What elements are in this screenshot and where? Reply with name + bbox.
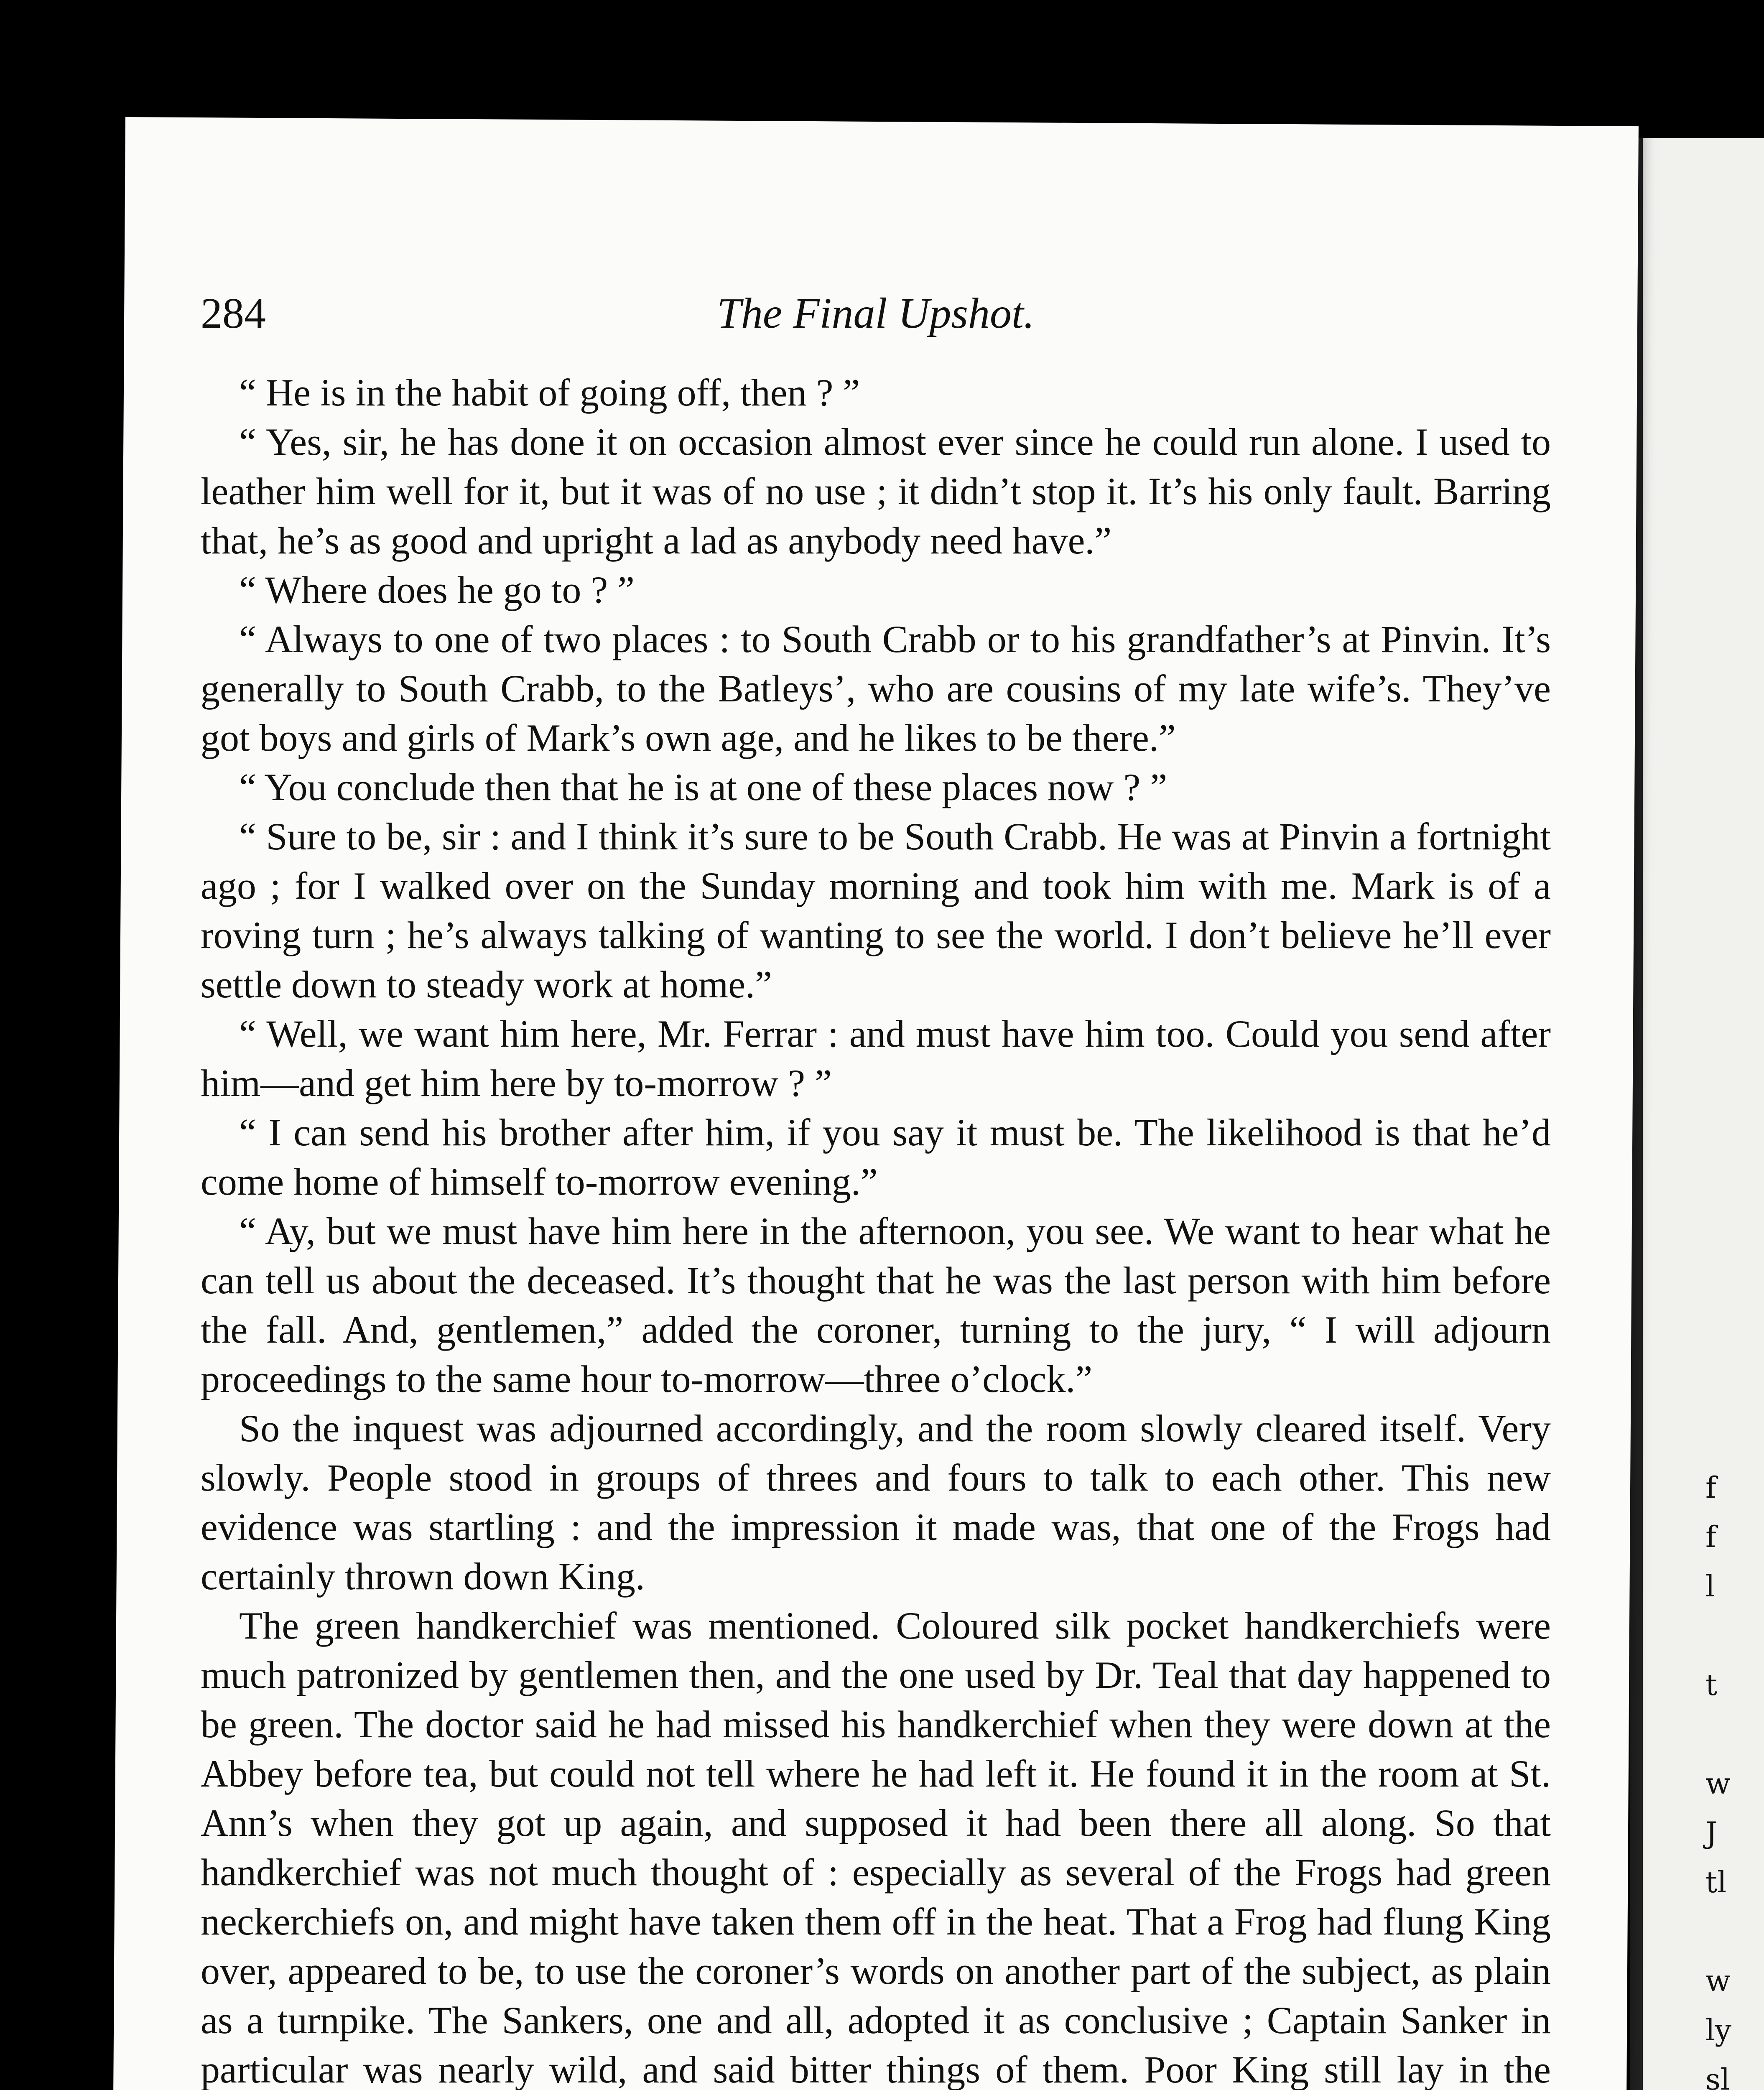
- paragraph: “ Where does he go to ? ”: [239, 568, 635, 611]
- facing-page-glyphs: [1705, 1463, 1764, 2090]
- paragraph: “ Well, we want him here, Mr. Ferrar : and must have him too. Could you send after him—and get him here by to-morrow ? ”: [201, 1012, 1551, 1104]
- page-body: [201, 368, 1551, 2090]
- paragraph: “ He is in the habit of going off, then ? ”: [239, 371, 860, 414]
- page-number: 284: [201, 289, 266, 337]
- page-header: [201, 288, 1551, 351]
- paragraph: The green handkerchief was mentioned. Coloured silk pocket handkerchiefs were much patronized by gentlemen then, and the one used by Dr. Teal that day happened to be green. The doctor said he had missed his handkerchief when they were down at the Abbey before tea, but could not tell where he had left it. He found it in the room at St. Ann’s when they got up again, and supposed it had been there all along. So that handkerchief was not much thought of : especially as several of the Frogs had green neckerchiefs on, and might have taken them off in the heat. That a Frog had flung King over, appeared to be, to use the coroner’s words on another part of the subject, as plain as a turnpike. The Sankers, one and all, adopted it as conclusive ; Captain Sanker in particular was nearly wild, and said bitter things of them. Poor King still lay in the: [201, 1604, 1551, 2090]
- paragraph: “ Yes, sir, he has done it on occasion almost ever since he could run alone. I used to leather him well for it, but it was of no use ; it didn’t stop it. It’s his only fault. Barring that, he’s as good and upright a lad as anybody need have.”: [201, 421, 1551, 562]
- paragraph: “ Sure to be, sir : and I think it’s sure to be South Crabb. He was at Pinvin a fortnight ago ; for I walked over on the Sunday morning and took him with me. Mark is of a roving turn ; he’s always talking of wanting to see the world. I don’t believe he’ll ever settle down to steady work at home.”: [201, 815, 1551, 1006]
- edge-glyph: w: [1705, 1964, 1731, 1998]
- paragraph: “ Ay, but we must have him here in the afternoon, you see. We want to hear what he can tell us about the deceased. It’s thought that he was the last person with him before the fall. And, gentlemen,” added the coroner, turning to the jury, “ I will adjourn proceedings to the same hour to-morrow—three o’clock.”: [201, 1210, 1551, 1400]
- paragraph: “ You conclude then that he is at one of these places now ? ”: [239, 766, 1168, 808]
- edge-glyph: w: [1705, 1766, 1731, 1801]
- edge-glyph: [1705, 1907, 1764, 1956]
- edge-glyph: sl: [1705, 2062, 1730, 2090]
- edge-glyph: f: [1705, 1520, 1716, 1554]
- edge-glyph: J: [1705, 1816, 1718, 1850]
- edge-glyph: tl: [1705, 1865, 1727, 1899]
- edge-glyph: t: [1705, 1668, 1718, 1702]
- edge-glyph: ly: [1705, 2013, 1731, 2047]
- paragraph: So the inquest was adjourned accordingly, and the room slowly cleared itself. Very slowly. People stood in groups of threes and fours to talk to each other. This new evidence was startling : and the impression it made was, that one of the Frogs had certainly thrown down King.: [201, 1407, 1551, 1598]
- edge-glyph: [1705, 1710, 1764, 1759]
- paragraph: “ I can send his brother after him, if you say it must be. The likelihood is that he’d come home of himself to-morrow evening.”: [201, 1111, 1551, 1203]
- edge-glyph: l: [1705, 1569, 1715, 1603]
- edge-glyph: f: [1705, 1471, 1716, 1505]
- paragraph: “ Always to one of two places : to South Crabb or to his grandfather’s at Pinvin. It’s generally to South Crabb, to the Batleys’, who are cousins of my late wife’s. They’ve got boys and girls of Mark’s own age, and he likes to be there.”: [201, 618, 1551, 759]
- running-title: The Final Upshot.: [717, 289, 1035, 337]
- edge-glyph: [1705, 1611, 1764, 1660]
